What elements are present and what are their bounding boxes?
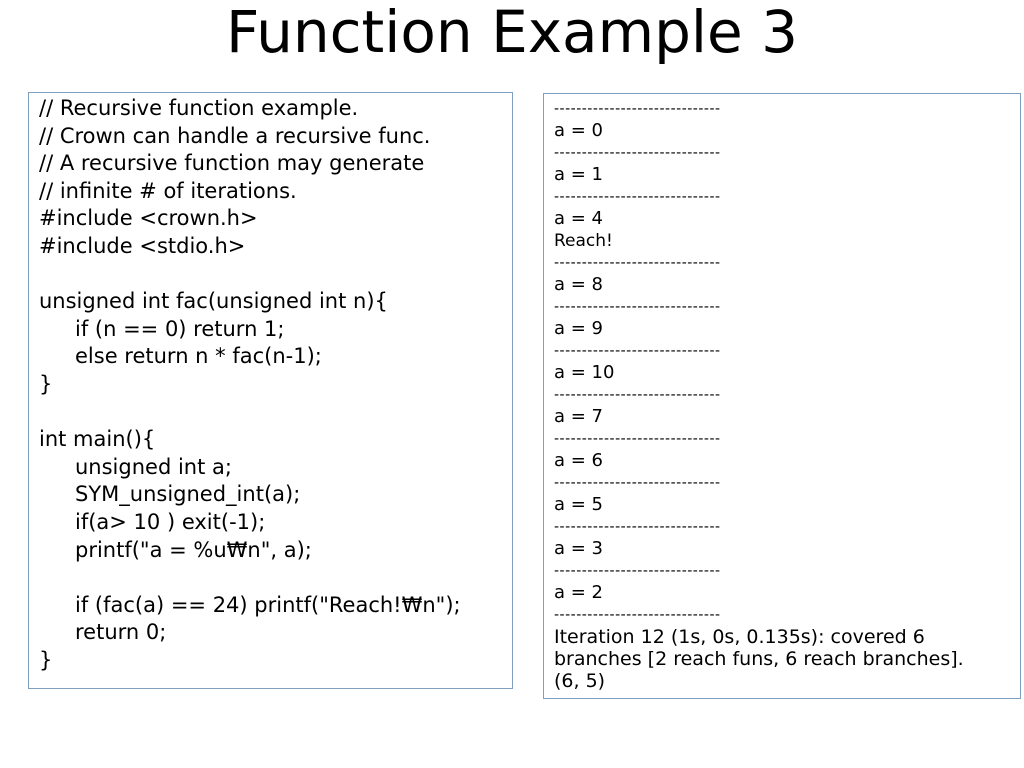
output-separator: ------------------------------ xyxy=(554,145,721,161)
code-line: unsigned int a; xyxy=(75,454,232,479)
output-value-line: a = 8 xyxy=(554,274,604,295)
code-line: // Crown can handle a recursive func. xyxy=(39,123,431,148)
code-line: int main(){ xyxy=(39,427,156,452)
code-line xyxy=(39,399,512,427)
output-value-line: a = 7 xyxy=(554,406,604,427)
output-separator: ------------------------------ xyxy=(554,101,721,117)
output-separator: ------------------------------ xyxy=(554,299,721,315)
iteration-summary: Iteration 12 (1s, 0s, 0.135s): covered 6 branches [2 reach funs, 6 reach branches].(6, 5) xyxy=(554,626,964,692)
code-line: // Recursive function example. xyxy=(39,96,359,120)
code-line: if(a> 10 ) exit(-1); xyxy=(75,509,266,534)
output-value-line: a = 0 xyxy=(554,120,604,141)
output-separator: ------------------------------ xyxy=(554,431,721,447)
code-line: #include <crown.h> xyxy=(39,206,258,231)
output-value-line: a = 4 xyxy=(554,208,604,229)
output-value-line: a = 9 xyxy=(554,318,604,339)
output-value-line: a = 6 xyxy=(554,450,604,471)
code-line: // infinite # of iterations. xyxy=(39,178,297,203)
code-line xyxy=(39,261,512,289)
code-line: } xyxy=(39,647,53,672)
output-separator: ------------------------------ xyxy=(554,255,721,271)
output-value-line: a = 5 xyxy=(554,494,604,515)
code-line: SYM_unsigned_int(a); xyxy=(75,482,301,507)
output-separator: ------------------------------ xyxy=(554,475,721,491)
code-line: #include <stdio.h> xyxy=(39,233,246,258)
execution-output-box xyxy=(543,93,1021,699)
output-value-line: a = 3 xyxy=(554,538,604,559)
source-code-box xyxy=(28,92,513,689)
output-separator: ------------------------------ xyxy=(554,519,721,535)
code-line: printf("a = %u₩n", a); xyxy=(75,537,312,562)
code-line: if (fac(a) == 24) printf("Reach!₩n"); xyxy=(75,592,461,617)
output-value-line: a = 1 xyxy=(554,164,604,185)
output-separator: ------------------------------ xyxy=(554,189,721,205)
output-separator: ------------------------------ xyxy=(554,387,721,403)
code-line: return 0; xyxy=(75,620,167,645)
code-line xyxy=(39,564,512,592)
code-line: unsigned int fac(unsigned int n){ xyxy=(39,289,388,314)
output-value-line: a = 10 xyxy=(554,362,615,383)
code-line: // A recursive function may generate xyxy=(39,151,425,176)
output-reach-message: Reach! xyxy=(554,231,613,251)
code-line: else return n * fac(n-1); xyxy=(75,344,322,369)
output-separator: ------------------------------ xyxy=(554,343,721,359)
code-line: } xyxy=(39,371,53,396)
output-separator: ------------------------------ xyxy=(554,607,721,623)
output-separator: ------------------------------ xyxy=(554,563,721,579)
code-line: if (n == 0) return 1; xyxy=(75,316,285,341)
slide-title: Function Example 3 xyxy=(225,0,799,66)
output-value-line: a = 2 xyxy=(554,582,604,603)
output-lines xyxy=(554,98,1020,626)
